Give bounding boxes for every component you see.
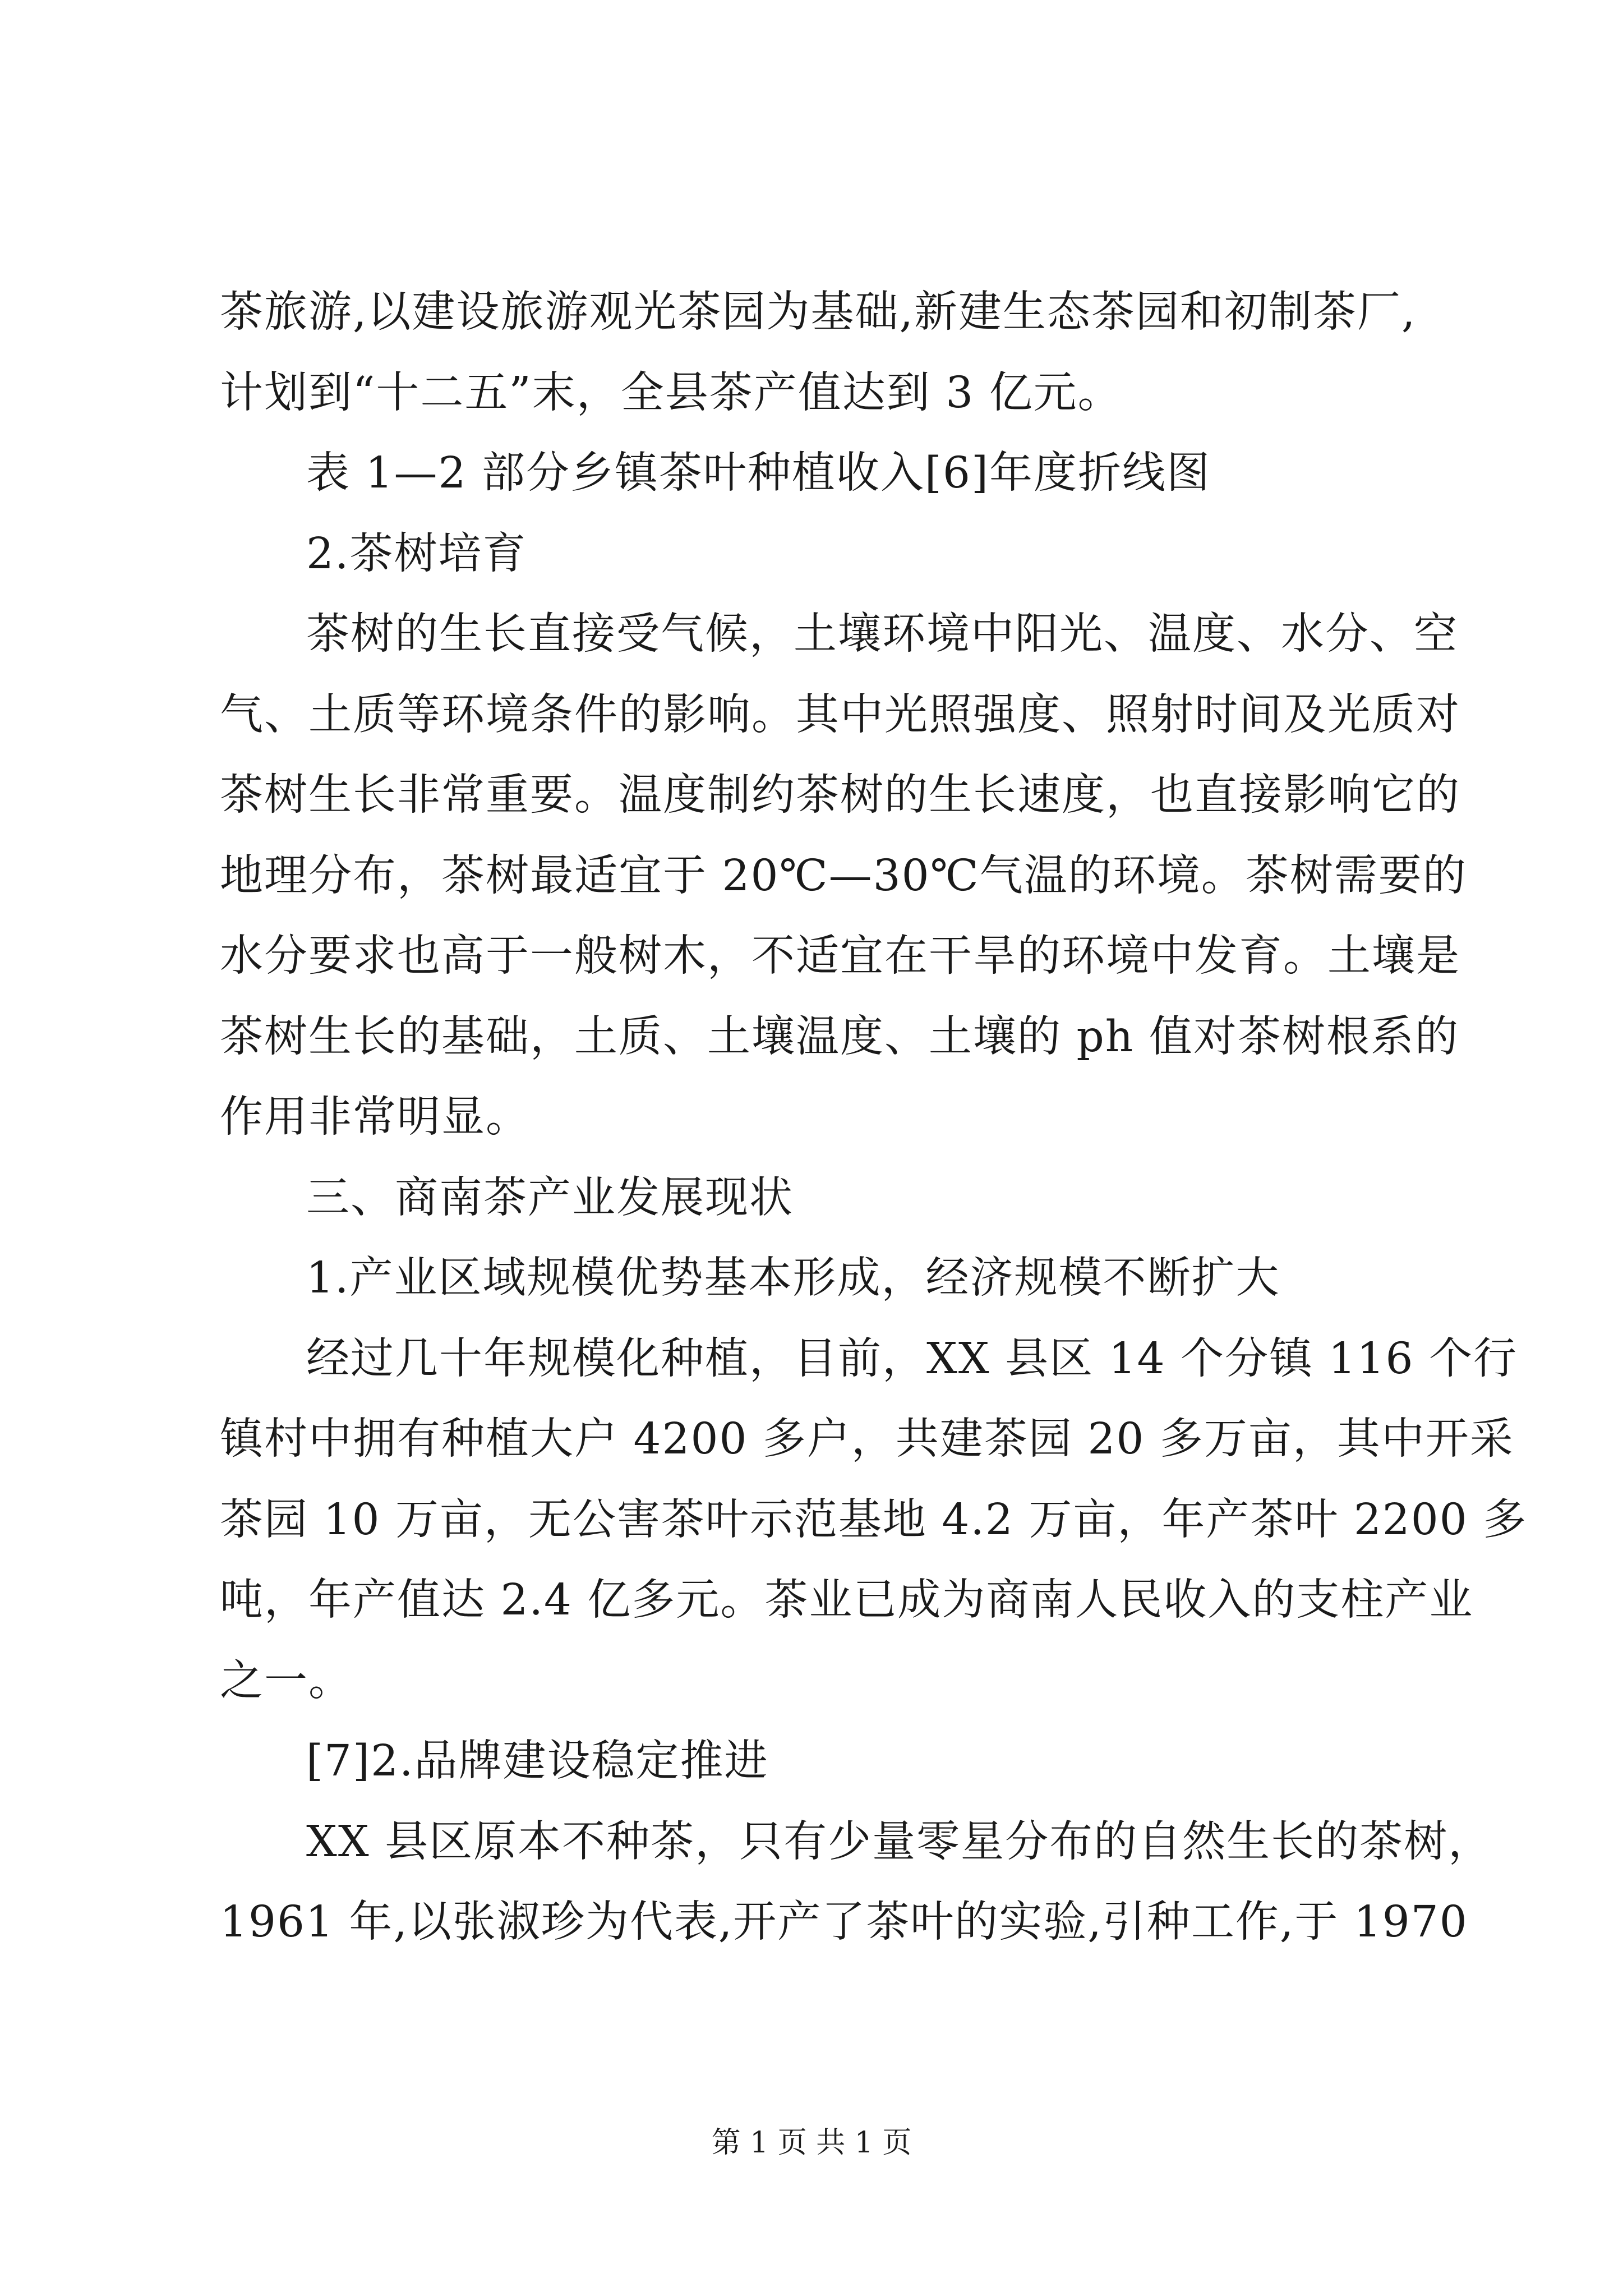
text-line-5: 茶树的生长直接受气候，土壤环境中阳光、温度、水分、空 (306, 609, 1458, 659)
text-line-21: 1961 年,以张淑珍为代表,开产了茶叶的实验,引种工作,于 1970 (220, 1897, 1468, 1947)
text-line-15: 镇村中拥有种植大户 4200 多户，共建茶园 20 多万亩，其中开采 (220, 1414, 1514, 1464)
text-line-7: 茶树生长非常重要。温度制约茶树的生长速度，也直接影响它的 (220, 770, 1460, 820)
text-line-2: 计划到“十二五”末，全县茶产值达到 3 亿元。 (220, 367, 1122, 418)
text-line-6: 气、土质等环境条件的影响。其中光照强度、照射时间及光质对 (220, 689, 1460, 740)
text-line-10: 茶树生长的基础，土质、土壤温度、土壤的 ph 值对茶树根系的 (220, 1011, 1459, 1062)
section-heading-tea-cultivation: 2.茶树培育 (306, 528, 527, 579)
text-line-17: 吨，年产值达 2.4 亿多元。茶业已成为商南人民收入的支柱产业 (220, 1575, 1474, 1625)
text-line-16: 茶园 10 万亩，无公害茶叶示范基地 4.2 万亩，年产茶叶 2200 多 (220, 1494, 1528, 1545)
document-body (220, 272, 1528, 1963)
subsection-heading-brand-building: [7]2.品牌建设稳定推进 (306, 1736, 769, 1786)
table-caption: 表 1—2 部分乡镇茶叶种植收入[6]年度折线图 (306, 448, 1211, 498)
page-number-footer: 第 1 页 共 1 页 (711, 2126, 912, 2160)
text-line-11: 作用非常明显。 (220, 1092, 530, 1142)
text-line-9: 水分要求也高于一般树木，不适宜在干旱的环境中发育。土壤是 (220, 931, 1460, 981)
text-line-14: 经过几十年规模化种植，目前，XX 县区 14 个分镇 116 个行 (306, 1333, 1518, 1384)
text-line-1: 茶旅游,以建设旅游观光茶园为基础,新建生态茶园和初制茶厂, (220, 287, 1417, 337)
text-line-8: 地理分布，茶树最适宜于 20℃—30℃气温的环境。茶树需要的 (220, 850, 1467, 901)
text-line-20: XX 县区原本不种茶，只有少量零星分布的自然生长的茶树， (306, 1816, 1493, 1867)
subsection-heading-regional-scale: 1.产业区域规模优势基本形成，经济规模不断扩大 (306, 1253, 1280, 1303)
section-heading-industry-status: 三、商南茶产业发展现状 (306, 1172, 794, 1223)
text-line-18: 之一。 (220, 1655, 353, 1706)
